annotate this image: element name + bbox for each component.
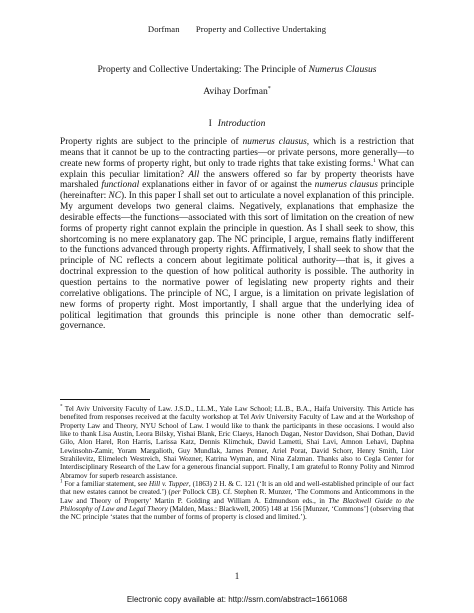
page-number: 1 [234, 571, 240, 581]
body-italic-run: functional [101, 180, 140, 191]
body-text-run: explanations either in favor of or against the [139, 180, 315, 191]
body-italic-run: All [188, 169, 200, 180]
introduction-paragraph [60, 137, 414, 332]
body-italic-run: numerus clausus [314, 180, 378, 191]
footnote-author [60, 405, 414, 480]
paper-title [0, 64, 474, 75]
footnote-italic: Hill v. Tupper [148, 480, 189, 489]
body-text-run: Property rights are subject to the principle of [60, 137, 243, 147]
body-text-run: , which is a restriction that means that it cannot be up to the contracting parties—or private persons, more generally—to create new forms of property right, but only to trade rights that take existing forms. [60, 137, 414, 169]
footnote-separator [60, 399, 150, 400]
running-head-author: Dorfman [147, 24, 180, 34]
body-text-run: What can explain this peculiar limitation? [60, 158, 414, 180]
footnote-reference: 1 [373, 157, 376, 164]
body-text-run: the answers offered so far by property theorists have marshaled [60, 169, 414, 191]
footnote-text: For a familiar statement, see [62, 480, 149, 489]
footnote-text: , (1863) 2 H. & C. 121 (‘It is an old and well-established principle of our fact that new estates cannot be created.’) ( [60, 480, 415, 497]
author-line [0, 86, 474, 97]
author-footnote-marker: * [267, 85, 271, 92]
body-italic-run: numerus clausus [242, 137, 307, 147]
body-italic-run: NC [108, 191, 121, 202]
paper-title-lead: Property and Collective Undertaking: The Principle of [97, 64, 309, 75]
introduction-body [60, 137, 414, 332]
body-text-run: ). In this paper I shall set out to articulate a novel explanation of this principle. My argument develops two general claims. Negatively, explanations that emphasize the desirable effects—the functions—associated with this sort of limitation on the creation of new forms of property right cannot explain the principle in question. As I shall seek to show, this shortcoming is no mere explanatory gap. The NC principle, I argue, remains flatly indifferent to the functions advanced through property rights. Affirmatively, I shall seek to show that the principle of NC reflects a concern about legitimate political authority—that is, it gives a doctrinal expression to the question of how political authority is possible. The authority in question pertains to the normative power of legislating new property rights and their correlative obligations. The principle of NC, I argue, is a limitation on private legislation of new forms of property right. Most importantly, I shall argue that the underlying idea of political legitimation that grounds this principle is none other than democratic self-governance. [60, 191, 414, 332]
author-name: Avihay Dorfman [203, 86, 268, 97]
running-head [0, 24, 474, 34]
footnote-italic: The Blackwell Guide to the Philosophy of Law and Legal Theory [60, 496, 414, 514]
section-title: Introduction [217, 118, 266, 129]
ssrn-footer[interactable]: Electronic copy available at: http://ssrn.com/abstract=1661068 [126, 595, 348, 604]
footnote-italic: per [170, 488, 181, 497]
footnote-1 [60, 480, 414, 522]
paper-title-italic: Numerus Clausus [308, 64, 377, 75]
body-text-run: principle (hereinafter: [60, 180, 414, 202]
footnote-text: Pollock CB). Cf. Stephen R. Munzer, ‘The Commons and Anticommons in the Law and Theory of Property’ Martin P. Golding and William A. Edmundson eds., in [60, 488, 414, 505]
footnote-text: (Malden, Mass.: Blackwell, 2005) 148 at 156 [Munzer, ‘Commons’] (observing that the NC principle ‘states that the number of forms of property is closed and limited.’). [60, 505, 414, 522]
section-number: I [208, 118, 212, 129]
section-heading [0, 118, 474, 129]
footnote-marker: 1 [60, 479, 63, 485]
footnote-text: Tel Aviv University Faculty of Law. J.S.D., LL.M., Yale Law School; LL.B., B.A., Haifa University. This Article has benefited from responses received at the faculty workshop at Tel Aviv University Faculty of Law and at the Workshop of Property Law and Theory, NYU School of Law. I would like to thank the participants in these occasions. I would also like to thank Lisa Austin, Leora Bilsky, Yishai Blank, Eric Claeys, Hanoch Dagan, Nestor Davidson, Shai Dothan, David Gilo, Alon Harel, Ron Harris, Larissa Katz, Dennis Klimchuk, David Lametti, Shai Lavi, Amnon Lehavi, Daphna Lewinsohn-Zamir, Yoram Margalioth, Guy Mundlak, James Penner, Ariel Porat, David Schorr, Henry Smith, Lior Strahilevitz, Elimelech Westreich, Shai Wozner, Katrina Wyman, and Nina Zalzman. Thanks also to Cegla Center for Interdisciplinary Research of the Law for a generous financial support. Finally, I am grateful to Ronny Polity and Nimrod Abramov for superb research assistance. [60, 405, 414, 480]
footnote-marker: * [60, 404, 63, 410]
running-head-title: Property and Collective Undertaking [195, 24, 327, 34]
footnotes [60, 405, 414, 522]
